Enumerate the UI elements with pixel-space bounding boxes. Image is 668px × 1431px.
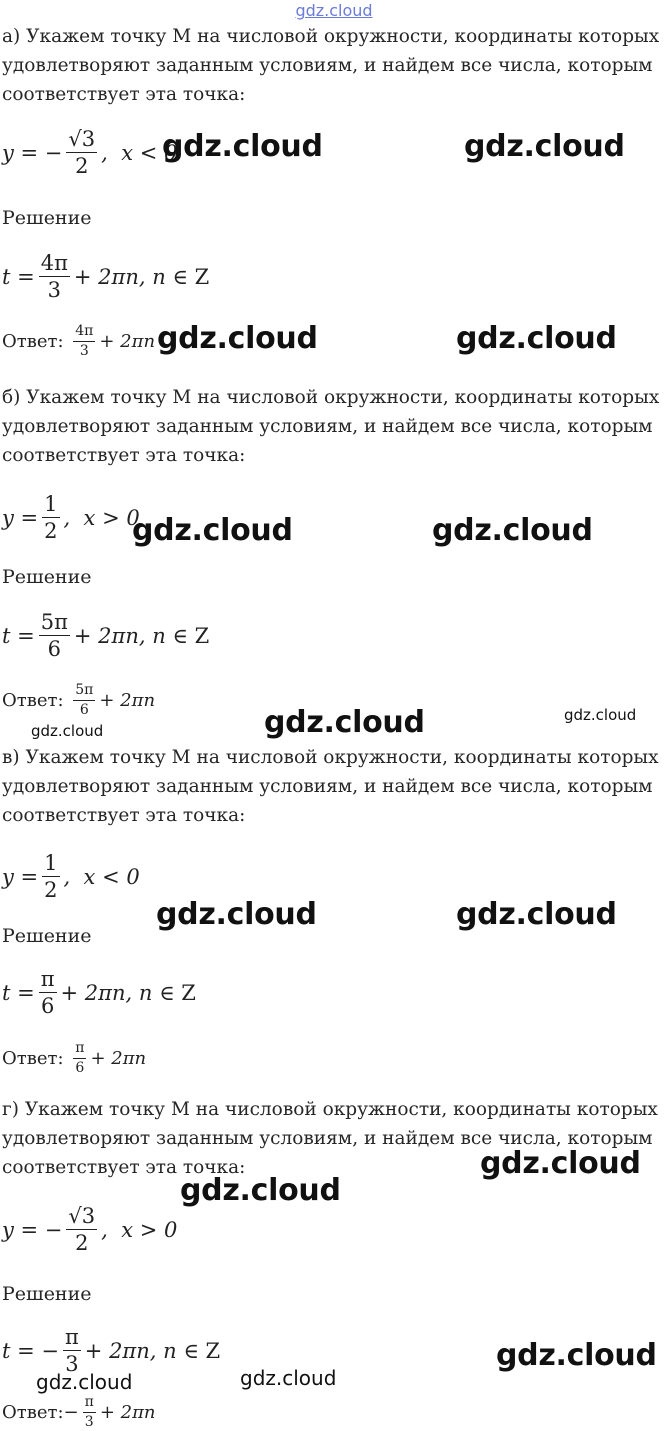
section-v-intro: в) Укажем точку М на числовой окружности, координаты которых удовлетворяют заданным условиям, и найдем все числа, которым соответствует эта точка: (2, 747, 659, 826)
watermark: gdz.cloud (496, 1338, 657, 1373)
section-a-solution: t = $\frac{4\pi}{3}$ + 2πn, n ∈ Z (2, 251, 210, 303)
section-g-condition: y = − $\frac{√3}{2}$ , x > 0 (2, 1204, 178, 1256)
watermark-small: gdz.cloud (36, 1370, 133, 1394)
section-a-condition: y = − $\frac{√3}{2}$ , x < 0 (2, 127, 178, 179)
section-g-letter: г) (2, 1099, 19, 1120)
section-b-answer: Ответ: $\frac{5\pi}{6}$ + 2πn (2, 682, 156, 718)
intro-line-2: удовлетворяют заданным условиям, и найдем все числа, которым (2, 55, 653, 76)
section-b-solution: t = $\frac{5\pi}{6}$ + 2πn, n ∈ Z (2, 610, 210, 662)
solution-label: Решение (2, 207, 92, 229)
section-a-answer: Ответ: $\frac{4\pi}{3}$ + 2πn (2, 323, 156, 359)
solution-label: Решение (2, 925, 92, 947)
watermark: gdz.cloud (162, 129, 323, 164)
intro-line-1: Укажем точку М на числовой окружности, координаты которых (26, 26, 660, 47)
section-b-letter: б) (2, 387, 21, 408)
watermark: gdz.cloud (180, 1173, 341, 1208)
watermark: gdz.cloud (464, 129, 625, 164)
section-g-intro: г) Укажем точку М на числовой окружности, координаты которых удовлетворяют заданным условиям, и найдем все числа, которым соответствует эта точка: (2, 1099, 658, 1178)
watermark: gdz.cloud (132, 513, 293, 548)
watermark: gdz.cloud (156, 897, 317, 932)
section-g-solution: t = − $\frac{\pi}{3}$ + 2πn, n ∈ Z (2, 1325, 221, 1377)
watermark-small: gdz.cloud (564, 706, 637, 724)
watermark: gdz.cloud (480, 1146, 641, 1181)
section-v-condition: y = $\frac{1}{2}$ , x < 0 (2, 851, 140, 903)
top-watermark-link[interactable]: gdz.cloud (295, 1, 373, 20)
section-b-condition: y = $\frac{1}{2}$ , x > 0 (2, 492, 140, 544)
watermark: gdz.cloud (456, 897, 617, 932)
section-v-answer: Ответ: $\frac{\pi}{6}$ + 2πn (2, 1040, 147, 1076)
section-a-intro (2, 22, 664, 109)
watermark: gdz.cloud (157, 321, 318, 356)
intro-line-3: соответствует эта точка: (2, 84, 246, 105)
watermark: gdz.cloud (264, 705, 425, 740)
section-v-letter: в) (2, 747, 20, 768)
watermark-small: gdz.cloud (31, 722, 104, 740)
section-g-answer: Ответ: − $\frac{\pi}{3}$ + 2πn (2, 1394, 156, 1430)
watermark: gdz.cloud (432, 513, 593, 548)
solution-label: Решение (2, 1283, 92, 1305)
watermark-small: gdz.cloud (240, 1366, 337, 1390)
section-a-letter: а) (2, 26, 21, 47)
solution-label: Решение (2, 566, 92, 588)
section-b-intro: б) Укажем точку М на числовой окружности, координаты которых удовлетворяют заданным условиям, и найдем все числа, которым соответствует эта точка: (2, 387, 660, 466)
watermark: gdz.cloud (456, 321, 617, 356)
section-v-solution: t = $\frac{\pi}{6}$ + 2πn, n ∈ Z (2, 967, 196, 1019)
